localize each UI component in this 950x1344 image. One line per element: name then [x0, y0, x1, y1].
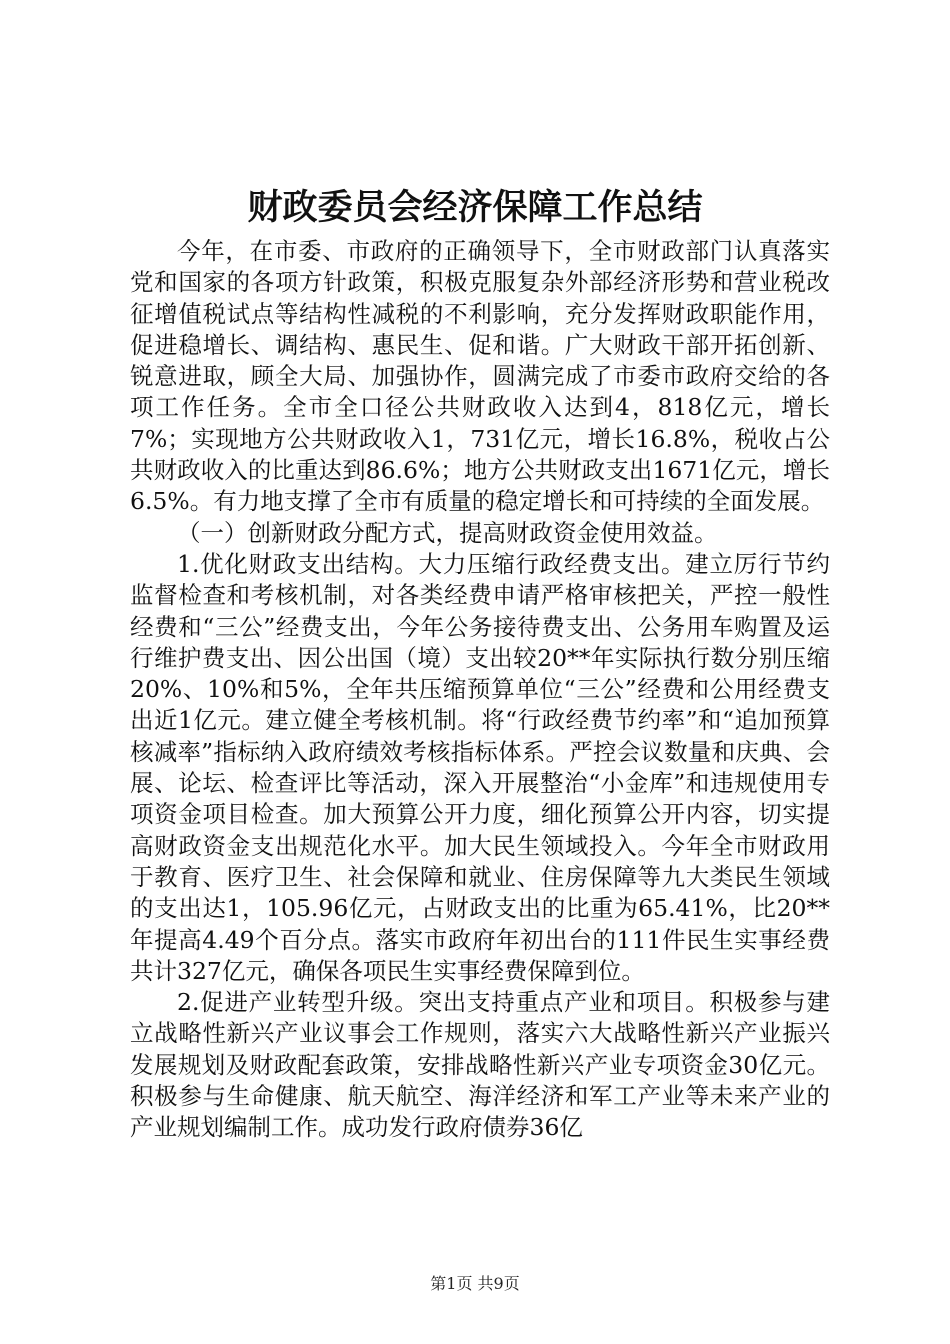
paragraph-item-1: 1.优化财政支出结构。大力压缩行政经费支出。建立厉行节约监督检查和考核机制，对各类经费申请严格审核把关，严控一般性经费和“三公”经费支出，今年公务接待费支出、公务用车购置及运行维护费支出、因公出国（境）支出较20**年实际执行数分别压缩20%、10%和5%，全年共压缩预算单位“三公”经费和公用经费支出近1亿元。建立健全考核机制。将“行政经费节约率”和“追加预算核减率”指标纳入政府绩效考核指标体系。严控会议数量和庆典、会展、论坛、检查评比等活动，深入开展整治“小金库”和违规使用专项资金项目检查。加大预算公开力度，细化预算公开内容，切实提高财政资金支出规范化水平。加大民生领域投入。今年全市财政用于教育、医疗卫生、社会保障和就业、住房保障等九大类民生领域的支出达1，105.96亿元，占财政支出的比重为65.41%，比20**年提高4.49个百分点。落实市政府年初出台的111件民生实事经费共计327亿元，确保各项民生实事经费保障到位。 [130, 549, 830, 985]
document-body [130, 236, 830, 1144]
paragraph-item-2: 2.促进产业转型升级。突出支持重点产业和项目。积极参与建立战略性新兴产业议事会工作规则，落实六大战略性新兴产业振兴发展规划及财政配套政策，安排战略性新兴产业专项资金30亿元。积极参与生命健康、航天航空、海洋经济和军工产业等未来产业的产业规划编制工作。成功发行政府债券36亿 [130, 988, 830, 1142]
page-footer: 第1页 共9页 [430, 1274, 520, 1293]
document-title: 财政委员会经济保障工作总结 [247, 187, 703, 228]
paragraph-intro: 今年，在市委、市政府的正确领导下，全市财政部门认真落实党和国家的各项方针政策，积极克服复杂外部经济形势和营业税改征增值税试点等结构性减税的不利影响，充分发挥财政职能作用，促进稳增长、调结构、惠民生、促和谐。广大财政干部开拓创新、锐意进取，顾全大局、加强协作，圆满完成了市委市政府交给的各项工作任务。全市全口径公共财政收入达到4，818亿元，增长7%；实现地方公共财政收入1，731亿元，增长16.8%，税收占公共财政收入的比重达到86.6%；地方公共财政支出1671亿元，增长6.5%。有力地支撑了全市有质量的稳定增长和可持续的全面发展。 [130, 237, 830, 516]
paragraph-section-heading: （一）创新财政分配方式，提高财政资金使用效益。 [177, 518, 718, 547]
